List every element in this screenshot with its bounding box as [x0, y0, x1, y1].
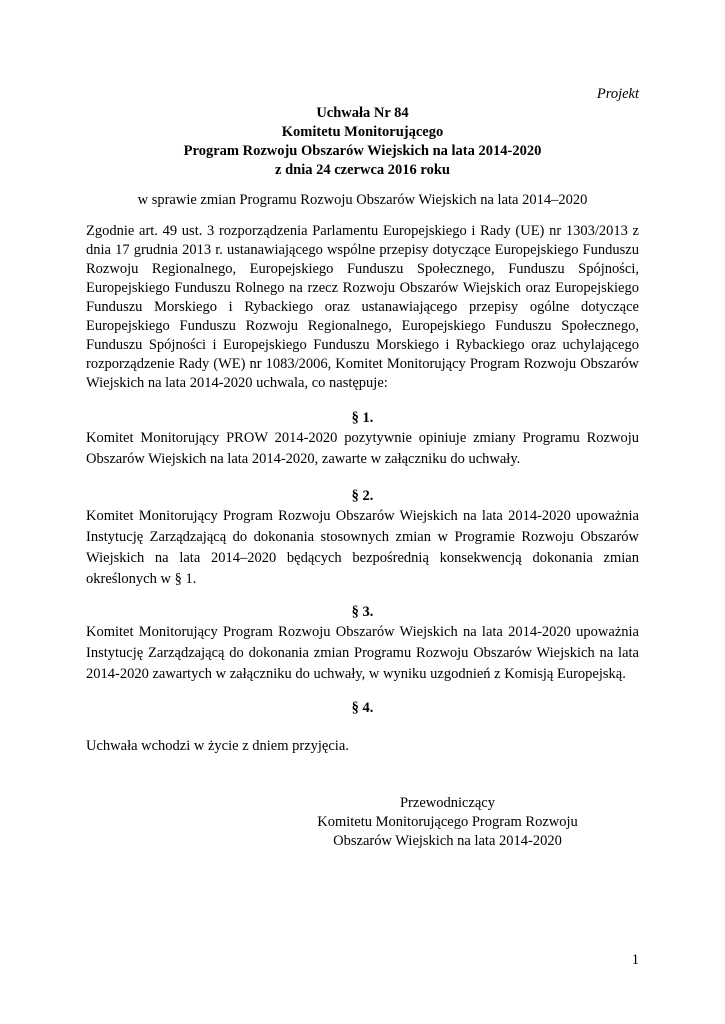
section-4-title: § 4. [351, 700, 374, 716]
resolution-date: z dnia 24 czerwca 2016 roku [275, 162, 450, 178]
program-name: Program Rozwoju Obszarów Wiejskich na lata 2014-2020 [183, 143, 542, 159]
signature-committee: Komitetu Monitorującego Program Rozwoju [317, 814, 578, 830]
preamble-paragraph: Zgodnie art. 49 ust. 3 rozporządzenia Parlamentu Europejskiego i Rady (UE) nr 1303/2013 z dnia 17 grudnia 2013 r. ustanawiającego wspólne przepisy dotyczące Europejskiego Funduszu Rozwoju Regionalnego, Europejskiego Funduszu Społecznego, Funduszu Spójności, Europejskiego Funduszu Rolnego na rzecz Rozwoju Obszarów Wiejskich oraz Europejskiego Funduszu Morskiego i Rybackiego oraz ustanawiającego przepisy ogólne dotyczące Europejskiego Funduszu Rozwoju Regionalnego, Europejskiego Funduszu Społecznego, Funduszu Spójności i Europejskiego Funduszu Morskiego i Rybackiego oraz uchylającego rozporządzenie Rady (WE) nr 1083/2006, Komitet Monitorujący Program Rozwoju Obszarów Wiejskich na lata 2014-2020 uchwala, co następuje: [86, 223, 639, 391]
resolution-number: Uchwała Nr 84 [316, 105, 409, 121]
section-3-title: § 3. [351, 604, 374, 620]
section-4-text: Uchwała wchodzi w życie z dniem przyjęcia. [86, 738, 349, 754]
section-3-text: Komitet Monitorujący Program Rozwoju Obszarów Wiejskich na lata 2014-2020 upoważnia Instytucję Zarządzającą do dokonania zmian Programu Rozwoju Obszarów Wiejskich na lata 2014-2020 zawartych w załączniku do uchwały, w wyniku uzgodnień z Komisją Europejską. [86, 624, 639, 682]
section-2-title: § 2. [351, 488, 374, 504]
section-2-text: Komitet Monitorujący Program Rozwoju Obszarów Wiejskich na lata 2014-2020 upoważnia Instytucję Zarządzającą do dokonania stosownych zmian w Programie Rozwoju Obszarów Wiejskich na lata 2014–2020 będących bezpośrednią konsekwencją dokonania zmian określonych w § 1. [86, 508, 639, 587]
resolution-subject: w sprawie zmian Programu Rozwoju Obszarów Wiejskich na lata 2014–2020 [137, 192, 588, 208]
signature-chairman: Przewodniczący [399, 795, 495, 811]
draft-label: Projekt [596, 86, 639, 102]
section-1-title: § 1. [351, 410, 374, 426]
signature-program: Obszarów Wiejskich na lata 2014-2020 [333, 833, 562, 849]
page-number: 1 [631, 952, 639, 968]
section-1-text: Komitet Monitorujący PROW 2014-2020 pozytywnie opiniuje zmiany Programu Rozwoju Obszarów Wiejskich na lata 2014-2020, zawarte w załączniku do uchwały. [86, 430, 639, 467]
resolution-heading [86, 104, 639, 180]
committee-name: Komitetu Monitorującego [281, 124, 444, 140]
signature-block [300, 794, 595, 851]
